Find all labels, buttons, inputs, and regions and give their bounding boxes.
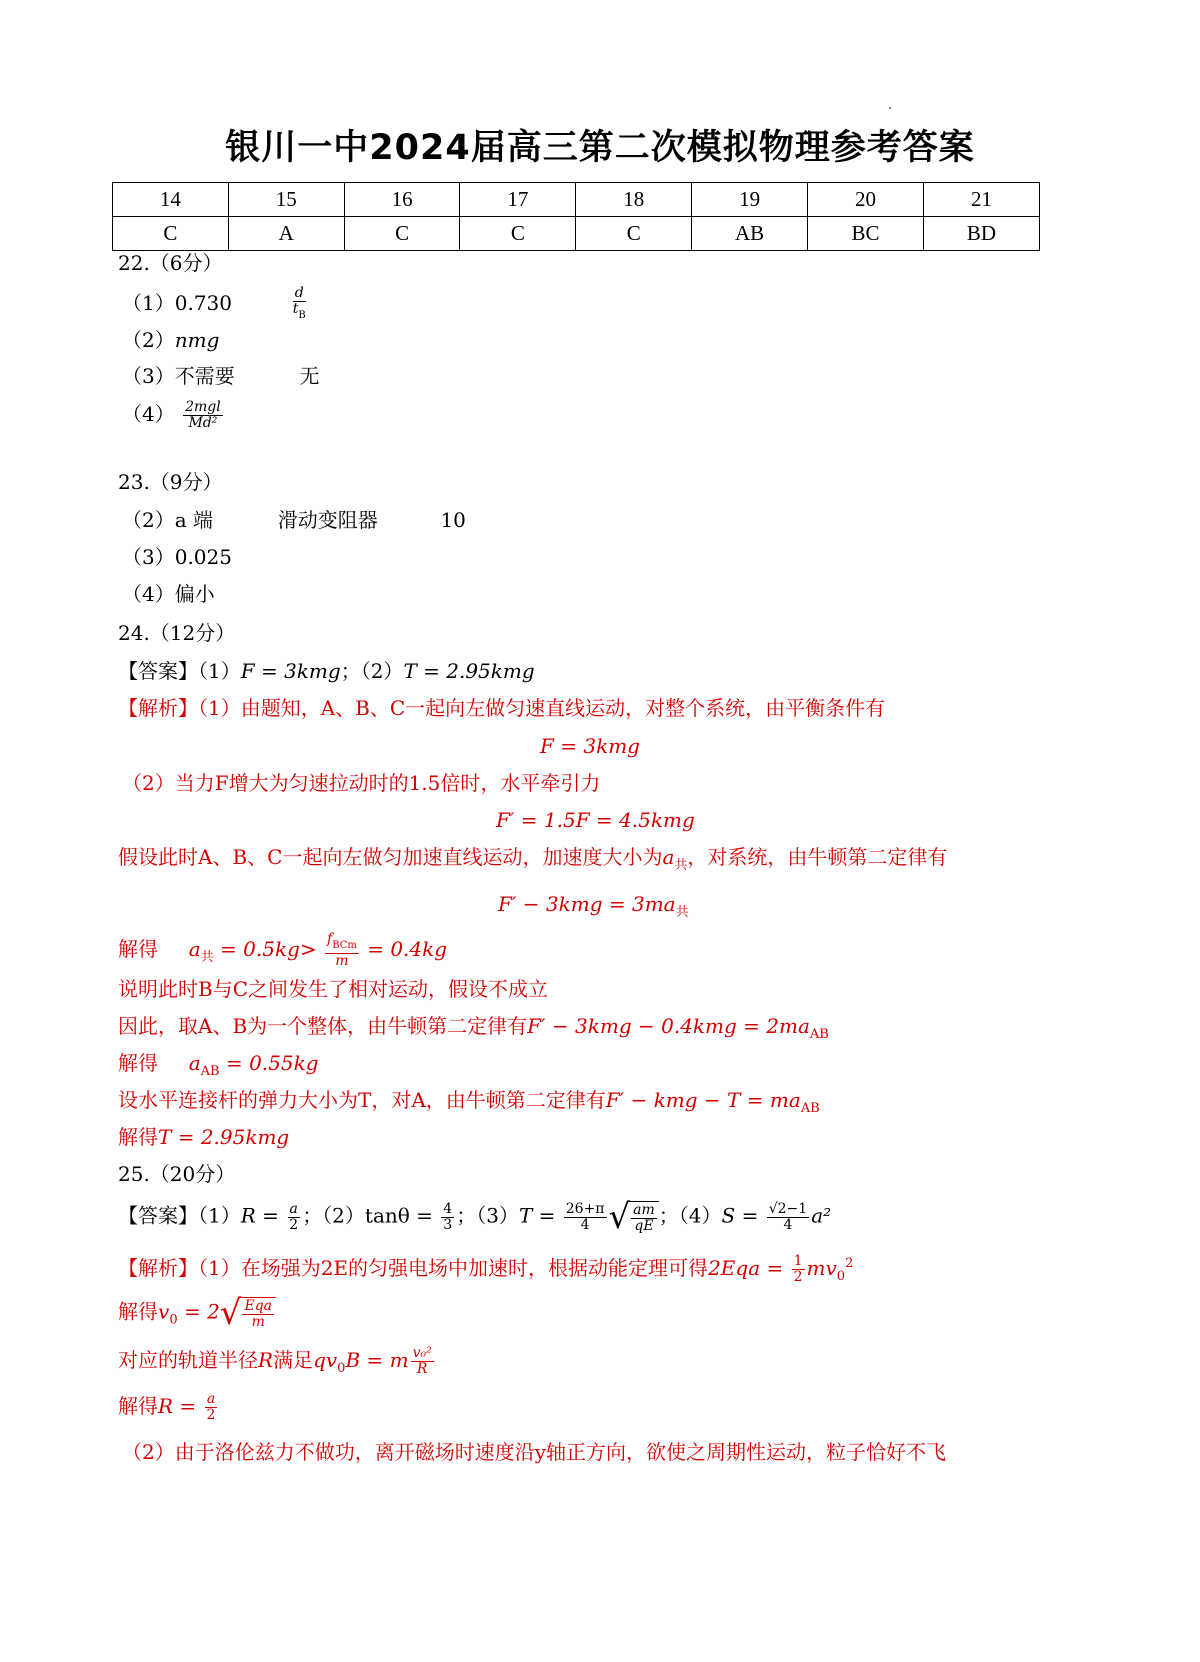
answer-tag: 【答案】 — [118, 1203, 198, 1228]
q25-analysis-line5: （2）由于洛伦兹力不做功，离开磁场时速度沿y轴正方向，欲使之周期性运动，粒子恰好不飞 — [122, 1440, 947, 1464]
fraction-numerator — [325, 932, 359, 954]
q22-heading: 22.（6分） — [118, 251, 223, 275]
answer-part-label: ；（2）tanθ = — [302, 1203, 440, 1228]
equation-text: R = — [158, 1394, 203, 1418]
answer-cell: AB — [692, 217, 808, 251]
equation-text: F′ − 3kmg − 0.4kmg = 2ma — [527, 1014, 810, 1038]
q24-equation2: F′ = 1.5F = 4.5kmg — [496, 808, 695, 832]
q24-analysis-line4 — [118, 932, 447, 972]
area-fraction — [767, 1202, 809, 1233]
q22-part1-label: （1）0.730 — [122, 291, 232, 315]
fraction-denominator: m — [251, 1313, 265, 1330]
fraction-denominator: Md² — [188, 415, 218, 431]
equation-text: = 0.5kg> — [213, 937, 317, 961]
tan-fraction — [441, 1202, 454, 1233]
q23-heading: 23.（9分） — [118, 470, 223, 494]
fraction-numerator: v₀² — [412, 1345, 432, 1361]
question-number-cell: 14 — [113, 183, 229, 217]
velocity-sqrt — [219, 1293, 276, 1333]
fraction-numerator: am — [633, 1201, 655, 1218]
q23-part4: （4）偏小 — [122, 582, 215, 606]
subscript: 共 — [674, 858, 688, 873]
radical-sign: √ — [219, 1293, 242, 1333]
equation-text: F′ − kmg − T = ma — [605, 1088, 801, 1112]
answer-part-label: （1） — [198, 1203, 241, 1228]
q22-part4 — [122, 400, 225, 431]
answer-part-label: ；（3） — [456, 1203, 519, 1228]
num-subscript: BCm — [332, 940, 357, 951]
subscript: 0 — [337, 1361, 346, 1376]
equation-text: T = — [518, 1203, 562, 1228]
analysis-tag: 【解析】 — [118, 1256, 198, 1280]
analysis-text: 解得 — [118, 1394, 158, 1418]
equation-text: F′ − 3kmg = 3ma — [498, 892, 676, 916]
fraction-denominator — [291, 302, 308, 323]
analysis-text: （1）在场强为2E的匀强电场中加速时，根据动能定理可得 — [198, 1256, 709, 1280]
answer-part-label: ；（2） — [340, 659, 404, 683]
den-subscript: B — [298, 310, 306, 321]
num-base: f — [327, 931, 333, 947]
analysis-text: 解得 — [118, 937, 158, 961]
question-number-cell: 16 — [344, 183, 460, 217]
variable: a — [662, 845, 675, 869]
analysis-text: ，对系统，由牛顿第二定律有 — [687, 845, 948, 869]
subscript: AB — [809, 1027, 829, 1042]
q24-analysis-line7 — [118, 1049, 319, 1086]
answer-part-label: （1） — [198, 659, 241, 683]
q25-heading: 25.（20分） — [118, 1162, 236, 1186]
analysis-text: 假设此时A、B、C一起向左做匀加速直线运动，加速度大小为 — [118, 845, 663, 869]
subscript: 共 — [200, 950, 214, 965]
q22-part3-label: （3）不需要 — [122, 364, 235, 388]
question-number-cell: 15 — [228, 183, 344, 217]
answer-cell: BC — [808, 217, 924, 251]
q22-part3 — [122, 362, 319, 390]
fraction-denominator: 3 — [443, 1216, 453, 1233]
answer-row — [113, 217, 1040, 251]
superscript: 2 — [845, 1256, 854, 1271]
equation-text: T = 2.95kmg — [158, 1125, 290, 1149]
q22-part2 — [122, 326, 219, 354]
fraction-numerator: 4 — [443, 1200, 453, 1217]
fraction-denominator: 2 — [289, 1216, 299, 1233]
fraction-numerator: 1 — [793, 1253, 803, 1269]
subscript: 共 — [675, 905, 689, 920]
fraction-numerator: 26+π — [565, 1200, 605, 1217]
equation-text: R = — [240, 1203, 286, 1228]
q22-part1 — [122, 286, 310, 323]
q22-part3-value: 无 — [299, 364, 320, 388]
radical-sign: √ — [608, 1197, 631, 1237]
q24-analysis-line3 — [118, 843, 947, 880]
equation-text: B = m — [345, 1348, 409, 1372]
equation-text: 2Eqa = — [708, 1256, 790, 1280]
radius-fraction — [205, 1392, 218, 1423]
fraction-numerator: a — [206, 1391, 216, 1407]
variable: a — [188, 937, 201, 961]
fraction-numerator: a — [289, 1200, 298, 1217]
page-title: 银川一中2024届高三第二次模拟物理参考答案 — [225, 128, 975, 168]
answer-cell: A — [228, 217, 344, 251]
question-number-row — [113, 183, 1040, 217]
variable: R — [258, 1348, 274, 1372]
fraction-denominator: m — [335, 953, 349, 969]
fraction-numerator: √2−1 — [768, 1200, 808, 1217]
q25-analysis-line2 — [118, 1293, 276, 1335]
answer-cell: C — [344, 217, 460, 251]
q23-part2-value2: 10 — [440, 508, 466, 532]
equation-text: mv — [806, 1256, 837, 1280]
period-sqrt — [608, 1197, 659, 1237]
q24-analysis-line1 — [118, 694, 885, 722]
q24-analysis-line8 — [118, 1086, 820, 1123]
q24-answer — [118, 657, 535, 685]
q24-analysis-line6 — [118, 1012, 829, 1049]
q25-analysis-line1 — [118, 1250, 853, 1291]
q24-heading: 24.（12分） — [118, 621, 236, 645]
answer-cell: C — [113, 217, 229, 251]
answer-part-label: ；（4） — [658, 1203, 722, 1228]
fraction-numerator: Eqa — [244, 1297, 272, 1314]
answer-cell: BD — [924, 217, 1040, 251]
analysis-text: 解得 — [118, 1051, 158, 1075]
subscript: 0 — [836, 1269, 846, 1284]
subscript: 0 — [169, 1312, 178, 1328]
q25-answer — [118, 1197, 832, 1237]
question-number-cell: 19 — [692, 183, 808, 217]
answer-equation: T = 2.95kmg — [403, 659, 535, 683]
fraction-numerator: d — [294, 285, 304, 301]
q24-analysis-line2: （2）当力F增大为匀速拉动时的1.5倍时，水平牵引力 — [122, 771, 601, 795]
answer-cell: C — [460, 217, 576, 251]
q23-part2-value1: 滑动变阻器 — [277, 508, 378, 532]
q22-part2-label: （2） — [122, 328, 175, 352]
fraction-denominator: qE — [634, 1217, 654, 1234]
den-base: t — [292, 301, 299, 317]
analysis-text: （1）由题知，A、B、C一起向左做匀速直线运动，对整个系统，由平衡条件有 — [198, 696, 886, 720]
q24-analysis-line5: 说明此时B与C之间发生了相对运动，假设不成立 — [118, 977, 548, 1001]
radius-fraction — [287, 1202, 300, 1233]
equation-text: qv — [313, 1348, 338, 1372]
analysis-text: 解得 — [118, 1125, 158, 1149]
period-fraction — [564, 1202, 607, 1233]
analysis-text: 设水平连接杆的弹力大小为T，对A，由牛顿第二定律有 — [118, 1088, 606, 1112]
fraction-denominator: 2 — [206, 1407, 216, 1423]
analysis-text: 因此，取A、B为一个整体，由牛顿第二定律有 — [118, 1014, 528, 1038]
q22-part4-label: （4） — [122, 402, 175, 426]
stray-mark — [889, 107, 891, 109]
variable: v — [158, 1299, 170, 1324]
analysis-text: 满足 — [273, 1348, 314, 1372]
q24-equation1: F = 3kmg — [540, 734, 640, 758]
equation-text: a² — [811, 1203, 832, 1228]
fraction-denominator: 4 — [580, 1216, 590, 1233]
equation-text: = 2 — [177, 1299, 220, 1324]
variable: a — [188, 1051, 201, 1075]
q24-analysis-line9 — [118, 1123, 289, 1151]
q22-part4-fraction — [183, 400, 223, 431]
equation-text: = 0.55kg — [219, 1051, 319, 1075]
analysis-text: 对应的轨道半径 — [118, 1348, 258, 1372]
friction-fraction — [325, 932, 359, 969]
fraction-denominator: 4 — [783, 1216, 793, 1233]
sqrt-fraction — [631, 1203, 657, 1234]
half-fraction — [792, 1254, 805, 1285]
equation-text: S = — [721, 1203, 765, 1228]
sqrt-fraction — [242, 1299, 274, 1330]
question-number-cell: 20 — [808, 183, 924, 217]
q23-part3: （3）0.025 — [122, 545, 232, 569]
subscript: AB — [200, 1064, 220, 1079]
question-number-cell: 18 — [576, 183, 692, 217]
q22-part1-fraction — [291, 286, 308, 323]
centripetal-fraction — [411, 1346, 434, 1377]
fraction-numerator: 2mgl — [185, 399, 221, 415]
analysis-tag: 【解析】 — [118, 696, 198, 720]
q22-part2-expression: nmg — [174, 328, 220, 352]
answer-tag: 【答案】 — [118, 659, 198, 683]
analysis-text: 解得 — [118, 1299, 158, 1324]
q24-equation3 — [498, 890, 689, 927]
question-number-cell: 17 — [460, 183, 576, 217]
subscript: AB — [800, 1101, 820, 1116]
q25-analysis-line3 — [118, 1346, 436, 1383]
fraction-denominator: R — [416, 1361, 428, 1377]
equation-text: = 0.4kg — [360, 937, 448, 961]
multiple-choice-answer-table — [112, 182, 1040, 251]
q23-part2 — [122, 506, 466, 534]
answer-cell: C — [576, 217, 692, 251]
question-number-cell: 21 — [924, 183, 1040, 217]
fraction-denominator: 2 — [793, 1269, 803, 1285]
q23-part2-label: （2）a 端 — [122, 508, 214, 532]
answer-equation: F = 3kmg — [240, 659, 341, 683]
q25-analysis-line4 — [118, 1392, 219, 1423]
